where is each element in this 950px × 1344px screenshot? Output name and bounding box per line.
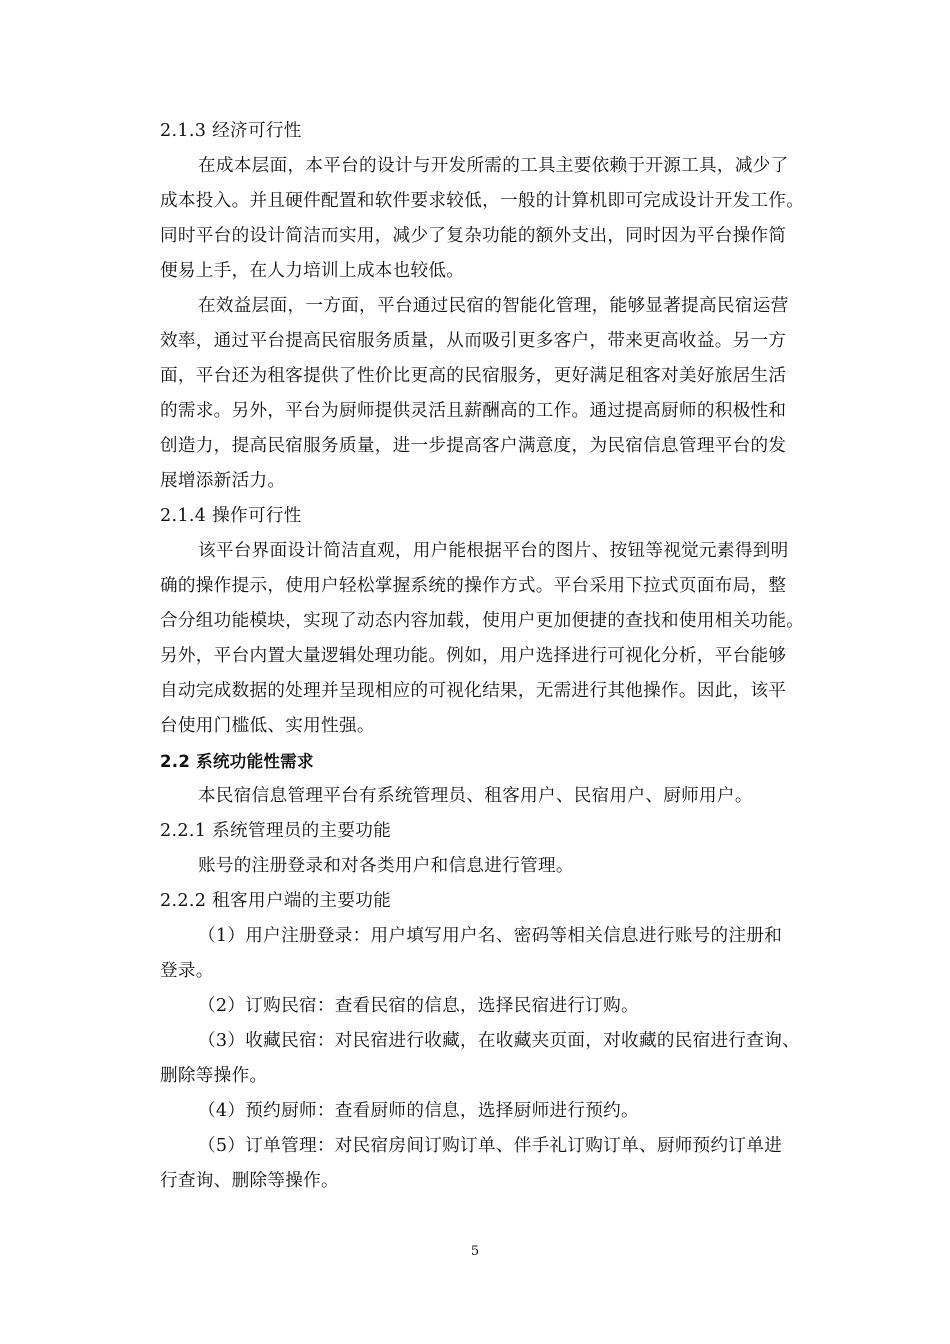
text-line: 在成本层面，本平台的设计与开发所需的工具主要依赖于开源工具，减少了 [198,156,789,176]
text-line: 本民宿信息管理平台有系统管理员、租客用户、民宿用户、厨师用户。 [198,786,753,806]
heading-2-2-1: 2.2.1 系统管理员的主要功能 [160,821,392,841]
list-item: （1）用户注册登录：用户填写用户名、密码等相关信息进行账号的注册和 [198,926,783,946]
text-line: 展增添新活力。 [160,471,286,491]
text-line: 行查询、删除等操作。 [160,1171,339,1191]
text-line: 自动完成数据的处理并呈现相应的可视化结果，无需进行其他操作。因此，该平 [160,681,787,701]
list-item: （4）预约厨师：查看厨师的信息，选择厨师进行预约。 [198,1101,639,1121]
text-line: 成本投入。并且硬件配置和软件要求较低，一般的计算机即可完成设计开发工作。 [160,191,805,211]
list-item: （2）订购民宿：查看民宿的信息，选择民宿进行订购。 [198,996,639,1016]
text-line: 同时平台的设计简洁而实用，减少了复杂功能的额外支出，同时因为平台操作简 [160,226,787,246]
text-line: 确的操作提示，使用户轻松掌握系统的操作方式。平台采用下拉式页面布局，整 [160,576,787,596]
text-line: 该平台界面设计简洁直观，用户能根据平台的图片、按钮等视觉元素得到明 [198,541,789,561]
text-line: 便易上手，在人力培训上成本也较低。 [160,261,465,281]
list-item: （3）收藏民宿：对民宿进行收藏，在收藏夹页面，对收藏的民宿进行查询、 [198,1031,800,1051]
text-line: 效率，通过平台提高民宿服务质量，从而吸引更多客户，带来更高收益。另一方 [160,331,787,351]
list-item: （5）订单管理：对民宿房间订购订单、伴手礼订购订单、厨师预约订单进 [198,1136,783,1156]
text-line: 台使用门槛低、实用性强。 [160,716,375,736]
text-line: 另外，平台内置大量逻辑处理功能。例如，用户选择进行可视化分析，平台能够 [160,646,787,666]
page-number: 5 [470,1244,480,1259]
heading-2-1-3: 2.1.3 经济可行性 [160,121,302,141]
text-line: 删除等操作。 [160,1066,268,1086]
text-line: 在效益层面，一方面，平台通过民宿的智能化管理，能够显著提高民宿运营 [198,296,789,316]
text-line: 合分组功能模块，实现了动态内容加载，使用户更加便捷的查找和使用相关功能。 [160,611,805,631]
text-line: 登录。 [160,961,214,981]
text-line: 账号的注册登录和对各类用户和信息进行管理。 [198,856,574,876]
text-line: 的需求。另外，平台为厨师提供灵活且薪酬高的工作。通过提高厨师的积极性和 [160,401,787,421]
text-line: 创造力，提高民宿服务质量，进一步提高客户满意度，为民宿信息管理平台的发 [160,436,787,456]
text-line: 面，平台还为租客提供了性价比更高的民宿服务，更好满足租客对美好旅居生活 [160,366,787,386]
heading-2-1-4: 2.1.4 操作可行性 [160,506,302,526]
heading-2-2: 2.2 系统功能性需求 [160,752,314,771]
heading-2-2-2: 2.2.2 租客用户端的主要功能 [160,891,392,911]
